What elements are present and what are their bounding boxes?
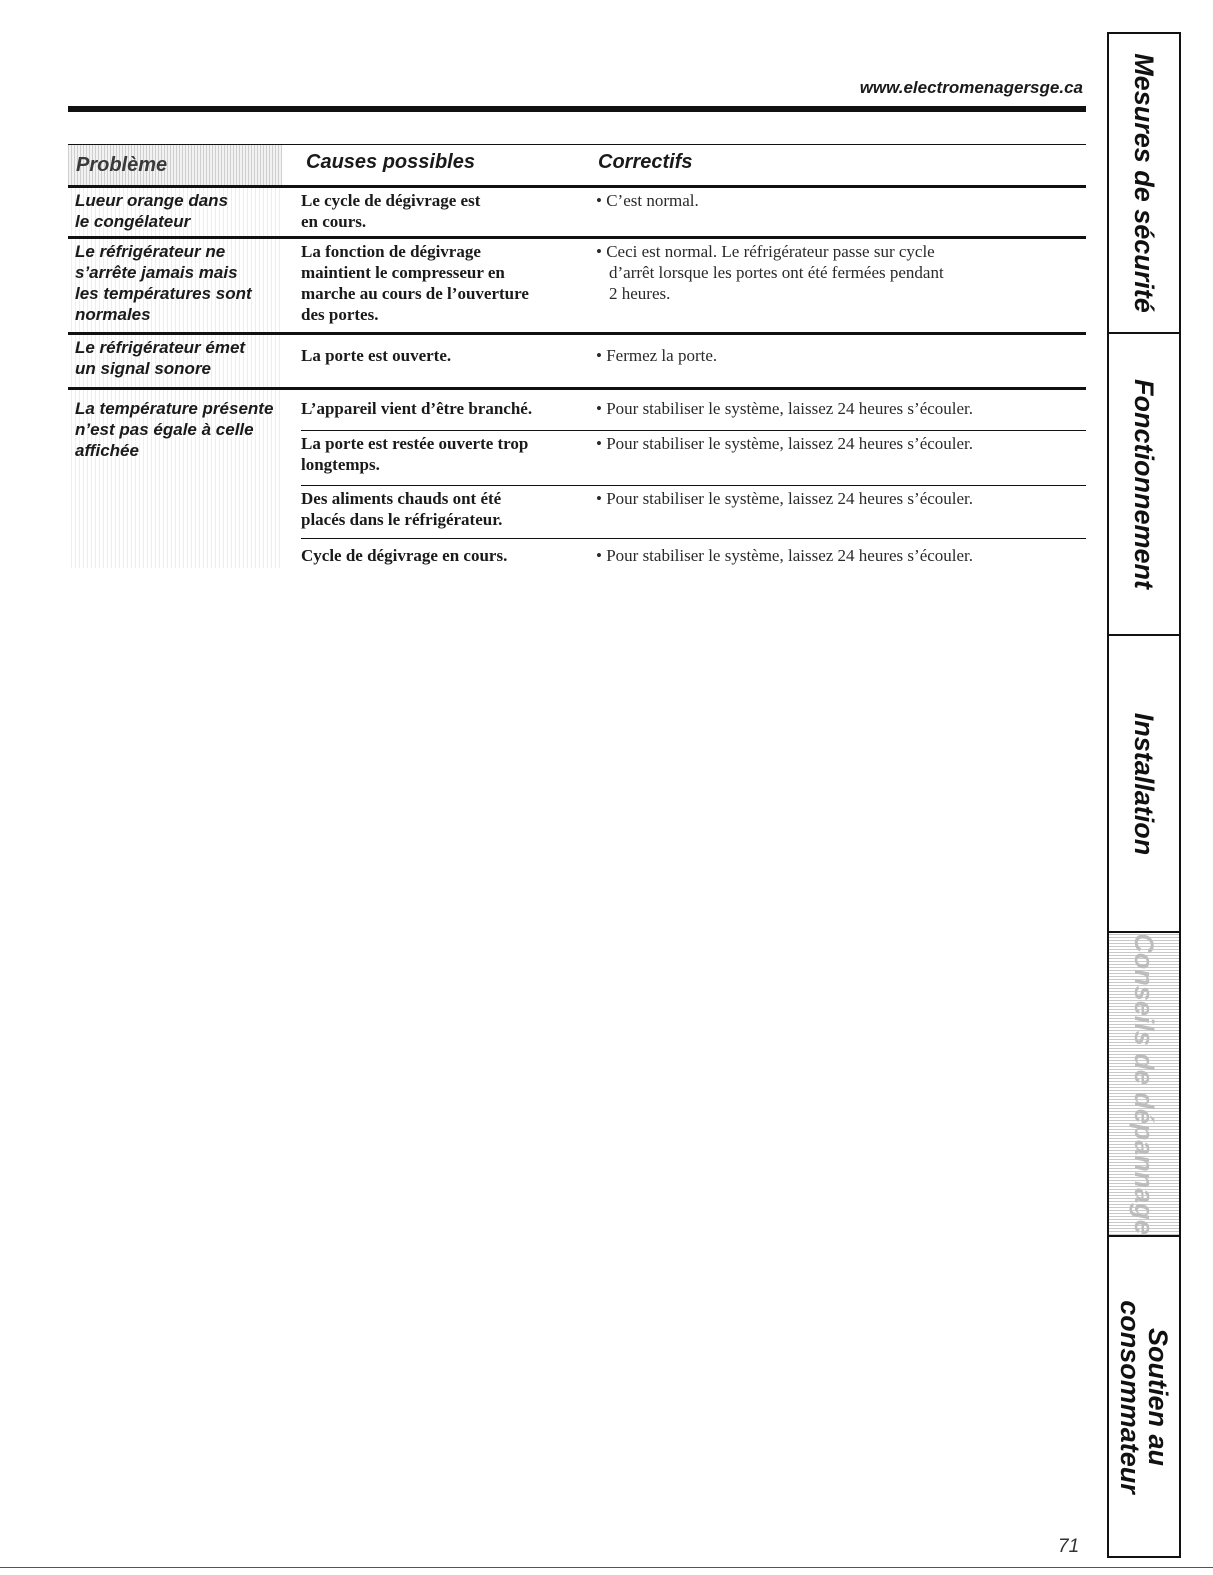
header-causes: Causes possibles [306,151,475,173]
cause-fix-pair [301,538,1086,579]
fix-line: • Pour stabiliser le système, laissez 24 heures s’écouler. [596,546,974,565]
cause-fix-pair [301,335,1086,387]
problem-line: affichée [75,441,139,460]
table-row [68,239,1086,335]
cause-cell [301,433,571,475]
tab-label: Soutien au consommateur [1115,1299,1173,1494]
fix-line: d’arrêt lorsque les portes ont été fermées pendant [609,263,944,282]
tab-fonctionnement[interactable] [1109,334,1179,636]
fix-line: • Fermez la porte. [596,346,718,365]
fix-line: • C’est normal. [596,191,699,210]
fix-line: • Pour stabiliser le système, laissez 24 heures s’écouler. [596,399,974,418]
cause-cell [301,345,571,366]
tab-conseils-de-depannage[interactable] [1109,933,1179,1237]
cause-line: maintient le compresseur en [301,263,505,282]
cause-line: placés dans le réfrigérateur. [301,510,503,529]
website-url: www.electromenagersge.ca [859,78,1083,97]
fix-cell [596,241,1066,304]
cause-line: marche au cours de l’ouverture [301,284,529,303]
cause-line: La fonction de dégivrage [301,242,481,261]
cause-line: La porte est restée ouverte trop [301,434,529,453]
fix-line: • Pour stabiliser le système, laissez 24 heures s’écouler. [596,434,974,453]
problem-line: Lueur orange dans [75,191,229,210]
cause-line: en cours. [301,212,367,231]
cause-fix-pair [301,188,1086,236]
cause-fix-pair [301,239,1086,332]
table-row [68,390,1086,568]
problem-line: les températures sont [75,284,252,303]
cause-cell [301,545,571,566]
table-header [68,144,1086,188]
problem-line: un signal sonore [75,359,212,378]
fix-line: • Ceci est normal. Le réfrigérateur passe sur cycle [596,242,935,261]
problem-line: Le réfrigérateur ne [75,242,226,261]
tab-soutien-au-consommateur[interactable] [1109,1237,1179,1556]
cause-fix-pair [301,390,1086,430]
cause-line: L’appareil vient d’être branché. [301,399,533,418]
section-tabs [1107,32,1181,1558]
problem-line: Le réfrigérateur émet [75,338,246,357]
fix-cell [596,398,1066,419]
table-row [68,188,1086,239]
cause-cell [301,190,571,232]
fix-cell [596,190,1066,211]
tab-label: Fonctionnement [1129,379,1159,589]
fix-cell [596,545,1066,566]
page-number: 71 [1058,1536,1080,1557]
problem-line: le congélateur [75,212,191,231]
problem-cell [68,335,282,387]
cause-cell [301,241,571,325]
table-row [68,335,1086,390]
problem-cell [68,239,282,332]
fix-cell [596,433,1066,454]
cause-line: Cycle de dégivrage en cours. [301,546,508,565]
cause-line: La porte est ouverte. [301,346,452,365]
tab-label: Conseils de dépannage [1129,933,1159,1235]
fix-cell [596,345,1066,366]
cause-line: des portes. [301,305,379,324]
tab-installation[interactable] [1109,636,1179,933]
problem-line: s’arrête jamais mais [75,263,238,282]
problem-line: normales [75,305,151,324]
header-rule [68,106,1086,112]
tab-label: Installation [1129,712,1159,855]
tab-label: Mesures de sécurité [1129,53,1159,313]
header-problem: Problème [68,145,282,185]
bottom-rule [0,1567,1213,1568]
cause-cell [301,488,571,530]
cause-line: Le cycle de dégivrage est [301,191,481,210]
problem-line: n’est pas égale à celle [75,420,254,439]
header-fixes: Correctifs [598,151,693,173]
fix-line: • Pour stabiliser le système, laissez 24 heures s’écouler. [596,489,974,508]
problem-cell [68,188,282,236]
cause-line: Des aliments chauds ont été [301,489,502,508]
cause-fix-pair [301,430,1086,485]
tab-mesures-de-securite[interactable] [1109,34,1179,334]
fix-cell [596,488,1066,509]
troubleshooting-table [68,144,1086,568]
problem-line: La température présente [75,399,274,418]
cause-cell [301,398,571,419]
problem-cell [68,390,282,568]
cause-fix-pair [301,485,1086,538]
fix-line: 2 heures. [609,284,671,303]
cause-line: longtemps. [301,455,380,474]
